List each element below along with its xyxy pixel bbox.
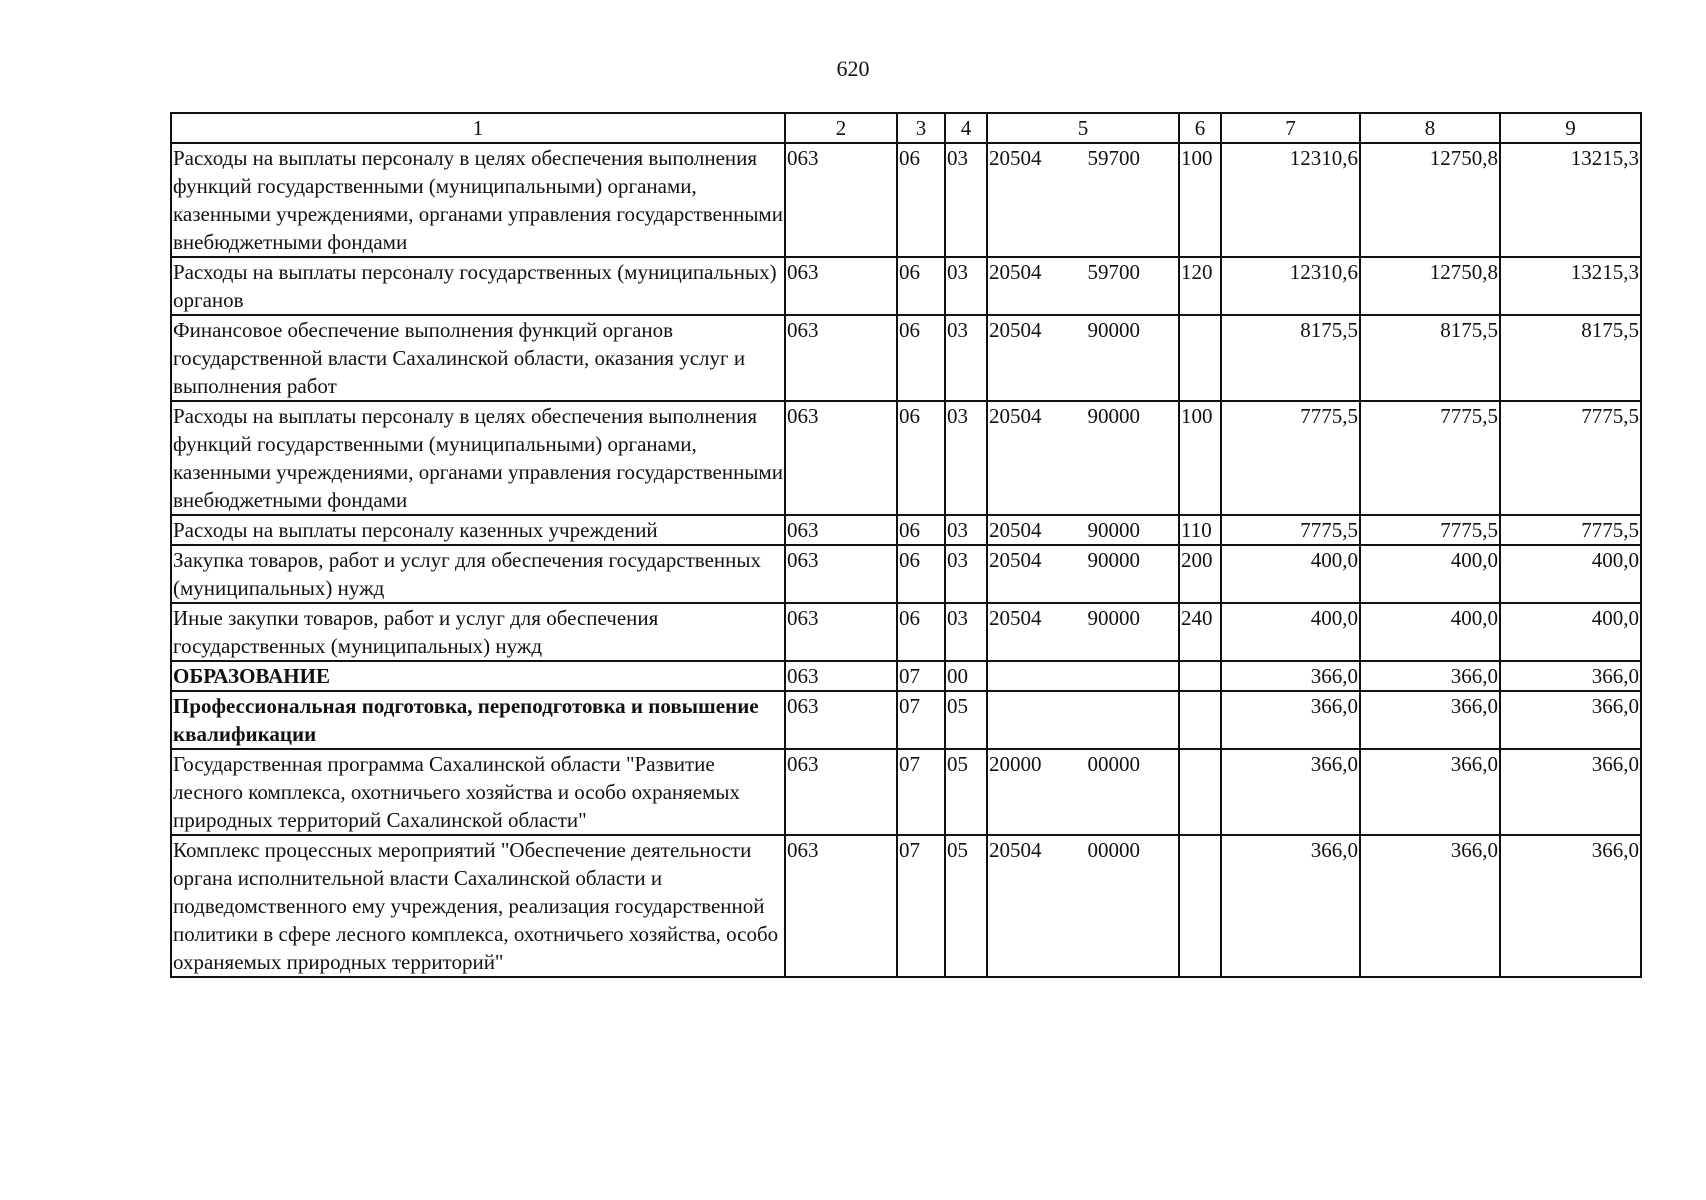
admin-code: 063: [785, 691, 897, 749]
table-row: [171, 661, 1641, 691]
target-article: [987, 515, 1179, 545]
amount-col7: 366,0: [1221, 661, 1360, 691]
target-article: [987, 401, 1179, 515]
subsection-code: 00: [945, 661, 987, 691]
admin-code: 063: [785, 401, 897, 515]
subsection-code: 03: [945, 315, 987, 401]
table-row: [171, 603, 1641, 661]
subsection-code: 05: [945, 749, 987, 835]
expense-type-code: 100: [1179, 401, 1221, 515]
target-article: [987, 257, 1179, 315]
program-code: 20504: [989, 404, 1042, 428]
amount-col9: 366,0: [1500, 661, 1641, 691]
section-code: 07: [897, 749, 945, 835]
header-row: [171, 113, 1641, 143]
program-code: 20504: [989, 518, 1042, 542]
amount-col8: 366,0: [1360, 749, 1500, 835]
col-header: 7: [1221, 113, 1360, 143]
target-article: [987, 835, 1179, 977]
col-header: 5: [987, 113, 1179, 143]
admin-code: 063: [785, 257, 897, 315]
program-code: 20504: [989, 838, 1042, 862]
table-row: [171, 315, 1641, 401]
amount-col9: 400,0: [1500, 603, 1641, 661]
target-article: [987, 691, 1179, 749]
expense-type-code: [1179, 691, 1221, 749]
subsection-code: 03: [945, 603, 987, 661]
amount-col7: 7775,5: [1221, 515, 1360, 545]
col-header: 2: [785, 113, 897, 143]
subsection-code: 03: [945, 257, 987, 315]
target-article: [987, 545, 1179, 603]
program-code: 20504: [989, 260, 1042, 284]
table-row: [171, 545, 1641, 603]
subsection-code: 03: [945, 515, 987, 545]
table-row: [171, 515, 1641, 545]
direction-code: 90000: [1087, 518, 1140, 542]
program-code: 20504: [989, 146, 1042, 170]
amount-col9: 366,0: [1500, 691, 1641, 749]
expense-type-code: 110: [1179, 515, 1221, 545]
direction-code: 00000: [1087, 838, 1140, 862]
table-row: [171, 749, 1641, 835]
target-article: [987, 143, 1179, 257]
admin-code: 063: [785, 315, 897, 401]
amount-col8: 366,0: [1360, 835, 1500, 977]
target-article: [987, 315, 1179, 401]
subsection-code: 05: [945, 691, 987, 749]
subsection-code: 03: [945, 143, 987, 257]
amount-col7: 366,0: [1221, 691, 1360, 749]
section-code: 06: [897, 401, 945, 515]
direction-code: 90000: [1087, 548, 1140, 572]
admin-code: 063: [785, 749, 897, 835]
amount-col8: 7775,5: [1360, 515, 1500, 545]
admin-code: 063: [785, 661, 897, 691]
direction-code: 90000: [1087, 404, 1140, 428]
amount-col9: 13215,3: [1500, 257, 1641, 315]
table-row: [171, 257, 1641, 315]
amount-col8: 12750,8: [1360, 143, 1500, 257]
section-code: 07: [897, 691, 945, 749]
table-row: [171, 835, 1641, 977]
amount-col9: 7775,5: [1500, 515, 1641, 545]
program-code: 20504: [989, 606, 1042, 630]
amount-col9: 366,0: [1500, 749, 1641, 835]
program-code: 20504: [989, 548, 1042, 572]
col-header: 4: [945, 113, 987, 143]
row-description: Финансовое обеспечение выполнения функций органов государственной власти Сахалинской области, оказания услуг и выполнения работ: [171, 315, 785, 401]
section-code: 07: [897, 835, 945, 977]
col-header: 9: [1500, 113, 1641, 143]
row-description: Закупка товаров, работ и услуг для обеспечения государственных (муниципальных) нужд: [171, 545, 785, 603]
table-row: [171, 143, 1641, 257]
target-article: [987, 661, 1179, 691]
amount-col8: 400,0: [1360, 545, 1500, 603]
table-row: [171, 691, 1641, 749]
section-code: 06: [897, 315, 945, 401]
amount-col9: 8175,5: [1500, 315, 1641, 401]
expense-type-code: 200: [1179, 545, 1221, 603]
amount-col8: 366,0: [1360, 661, 1500, 691]
admin-code: 063: [785, 515, 897, 545]
col-header: 6: [1179, 113, 1221, 143]
admin-code: 063: [785, 603, 897, 661]
row-description: Расходы на выплаты персоналу в целях обеспечения выполнения функций государственными (муниципальными) органами, казенными учреждениями, органами управления государственными внебюджетными фондами: [171, 143, 785, 257]
row-description: Расходы на выплаты персоналу в целях обеспечения выполнения функций государственными (муниципальными) органами, казенными учреждениями, органами управления государственными внебюджетными фондами: [171, 401, 785, 515]
subsection-code: 03: [945, 401, 987, 515]
expense-type-code: [1179, 661, 1221, 691]
row-description: Комплекс процессных мероприятий "Обеспечение деятельности органа исполнительной власти Сахалинской области и подведомственного ему учреждения, реализация государственной политики в сфере лесного комплекса, охотничьего хозяйства, особо охраняемых природных территорий": [171, 835, 785, 977]
direction-code: 90000: [1087, 318, 1140, 342]
expense-type-code: [1179, 835, 1221, 977]
expense-type-code: 240: [1179, 603, 1221, 661]
budget-table: [170, 112, 1642, 978]
admin-code: 063: [785, 835, 897, 977]
amount-col8: 12750,8: [1360, 257, 1500, 315]
row-description: Расходы на выплаты персоналу казенных учреждений: [171, 515, 785, 545]
section-code: 06: [897, 143, 945, 257]
page-number: 620: [836, 56, 870, 81]
row-description: Профессиональная подготовка, переподготовка и повышение квалификации: [171, 691, 785, 749]
amount-col8: 366,0: [1360, 691, 1500, 749]
subsection-code: 03: [945, 545, 987, 603]
col-header: 3: [897, 113, 945, 143]
amount-col8: 8175,5: [1360, 315, 1500, 401]
amount-col7: 366,0: [1221, 835, 1360, 977]
section-code: 06: [897, 603, 945, 661]
admin-code: 063: [785, 545, 897, 603]
expense-type-code: [1179, 315, 1221, 401]
amount-col9: 400,0: [1500, 545, 1641, 603]
amount-col7: 12310,6: [1221, 257, 1360, 315]
expense-type-code: [1179, 749, 1221, 835]
subsection-code: 05: [945, 835, 987, 977]
col-header: 8: [1360, 113, 1500, 143]
row-description: Иные закупки товаров, работ и услуг для обеспечения государственных (муниципальных) нужд: [171, 603, 785, 661]
amount-col7: 7775,5: [1221, 401, 1360, 515]
expense-type-code: 100: [1179, 143, 1221, 257]
direction-code: 59700: [1087, 146, 1140, 170]
amount-col9: 366,0: [1500, 835, 1641, 977]
section-code: 06: [897, 545, 945, 603]
amount-col9: 13215,3: [1500, 143, 1641, 257]
direction-code: 00000: [1087, 752, 1140, 776]
amount-col7: 400,0: [1221, 603, 1360, 661]
amount-col8: 7775,5: [1360, 401, 1500, 515]
row-description: ОБРАЗОВАНИЕ: [171, 661, 785, 691]
amount-col7: 400,0: [1221, 545, 1360, 603]
amount-col9: 7775,5: [1500, 401, 1641, 515]
section-code: 06: [897, 257, 945, 315]
section-code: 06: [897, 515, 945, 545]
program-code: 20000: [989, 752, 1042, 776]
amount-col7: 8175,5: [1221, 315, 1360, 401]
program-code: 20504: [989, 318, 1042, 342]
direction-code: 90000: [1087, 606, 1140, 630]
amount-col7: 12310,6: [1221, 143, 1360, 257]
admin-code: 063: [785, 143, 897, 257]
table-row: [171, 401, 1641, 515]
target-article: [987, 749, 1179, 835]
direction-code: 59700: [1087, 260, 1140, 284]
amount-col7: 366,0: [1221, 749, 1360, 835]
amount-col8: 400,0: [1360, 603, 1500, 661]
col-header: 1: [171, 113, 785, 143]
section-code: 07: [897, 661, 945, 691]
expense-type-code: 120: [1179, 257, 1221, 315]
row-description: Расходы на выплаты персоналу государственных (муниципальных) органов: [171, 257, 785, 315]
row-description: Государственная программа Сахалинской области "Развитие лесного комплекса, охотничьего хозяйства и особо охраняемых природных территорий Сахалинской области": [171, 749, 785, 835]
target-article: [987, 603, 1179, 661]
